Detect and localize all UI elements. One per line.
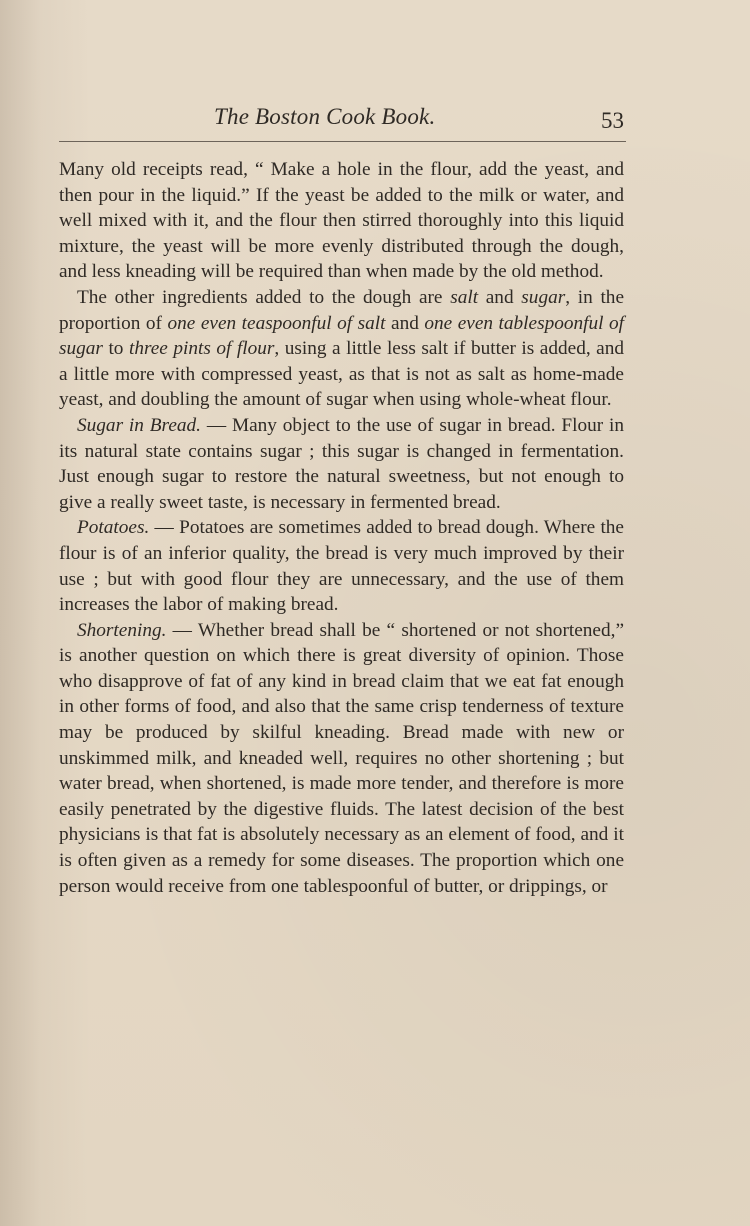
paragraph-2	[59, 285, 624, 413]
italic-teaspoon-salt: one even teaspoonful of salt	[167, 312, 386, 334]
paragraph-2-text-2: and	[478, 286, 522, 308]
paragraph-2-text-4: and	[385, 312, 425, 334]
paragraph-3-text: — Many object to the use of sugar in bread. Flour in its natural state contains sugar ; this sugar is changed in fermentation. Just enough sugar to restore the natural sweetness, but not enough to give a really sweet taste, is necessary in fermented bread.	[59, 414, 624, 513]
section-heading-potatoes: Potatoes.	[77, 517, 150, 539]
paragraph-1	[59, 157, 624, 285]
running-head	[59, 100, 624, 140]
paragraph-2-text-1: The other ingredients added to the dough are	[77, 286, 451, 308]
paragraph-2-text-5: to	[102, 338, 129, 360]
running-title: The Boston Cook Book.	[214, 104, 436, 129]
paragraph-1-text: Many old receipts read, “ Make a hole in the flour, add the yeast, and then pour in the liquid.” If the yeast be added to the milk or water, and well mixed with it, and the flour then stirred thoroughly into this liquid mixture, the yeast will be more evenly distributed through the dough, and less kneading will be required than when made by the old method.	[59, 159, 624, 283]
paragraph-sugar-in-bread	[59, 413, 624, 515]
italic-three-pints-flour: three pints of flour	[128, 338, 275, 360]
paragraph-potatoes	[59, 515, 624, 617]
body-text	[59, 157, 624, 899]
italic-salt: salt	[450, 286, 479, 308]
book-page	[59, 100, 625, 897]
paragraph-4-text: — Potatoes are sometimes added to bread dough. Where the flour is of an inferior quality, the bread is very much improved by their use ; but with good flour they are unnecessary, and the use of them increases the labor of making bread.	[59, 517, 624, 616]
italic-tablespoon-sugar: one even tablespoonful of sugar	[59, 312, 624, 360]
paragraph-5-text: — Whether bread shall be “ shortened or not shortened,” is another question on which there is great diversity of opinion. Those who disapprove of fat of any kind in bread claim that we eat fat enough in other forms of food, and also that the same crisp tenderness of texture may be produced by skilful kneading. Bread made with new or unskimmed milk, and kneaded well, requires no other shortening ; but water bread, when shortened, is made more tender, and therefore is more easily penetrated by the digestive fluids. The latest decision of the best physicians is that fat is absolutely necessary as an element of food, and it is often given as a remedy for some diseases. The proportion which one person would receive from one tablespoonful of butter, or drippings, or	[59, 619, 624, 897]
paragraph-2-text-6: , using a little less salt if butter is added, and a little more with compressed yeast, as that is not as salt as home-made yeast, and doubling the amount of sugar when using whole-wheat flour.	[59, 338, 625, 411]
italic-sugar: sugar	[521, 286, 566, 308]
header-rule	[59, 141, 626, 142]
paragraph-2-text-3: , in the proportion of	[59, 286, 625, 334]
section-heading-shortening: Shortening.	[77, 619, 167, 641]
paragraph-shortening	[59, 618, 624, 900]
section-heading-sugar: Sugar in Bread.	[77, 414, 201, 436]
page-number: 53	[601, 108, 624, 133]
